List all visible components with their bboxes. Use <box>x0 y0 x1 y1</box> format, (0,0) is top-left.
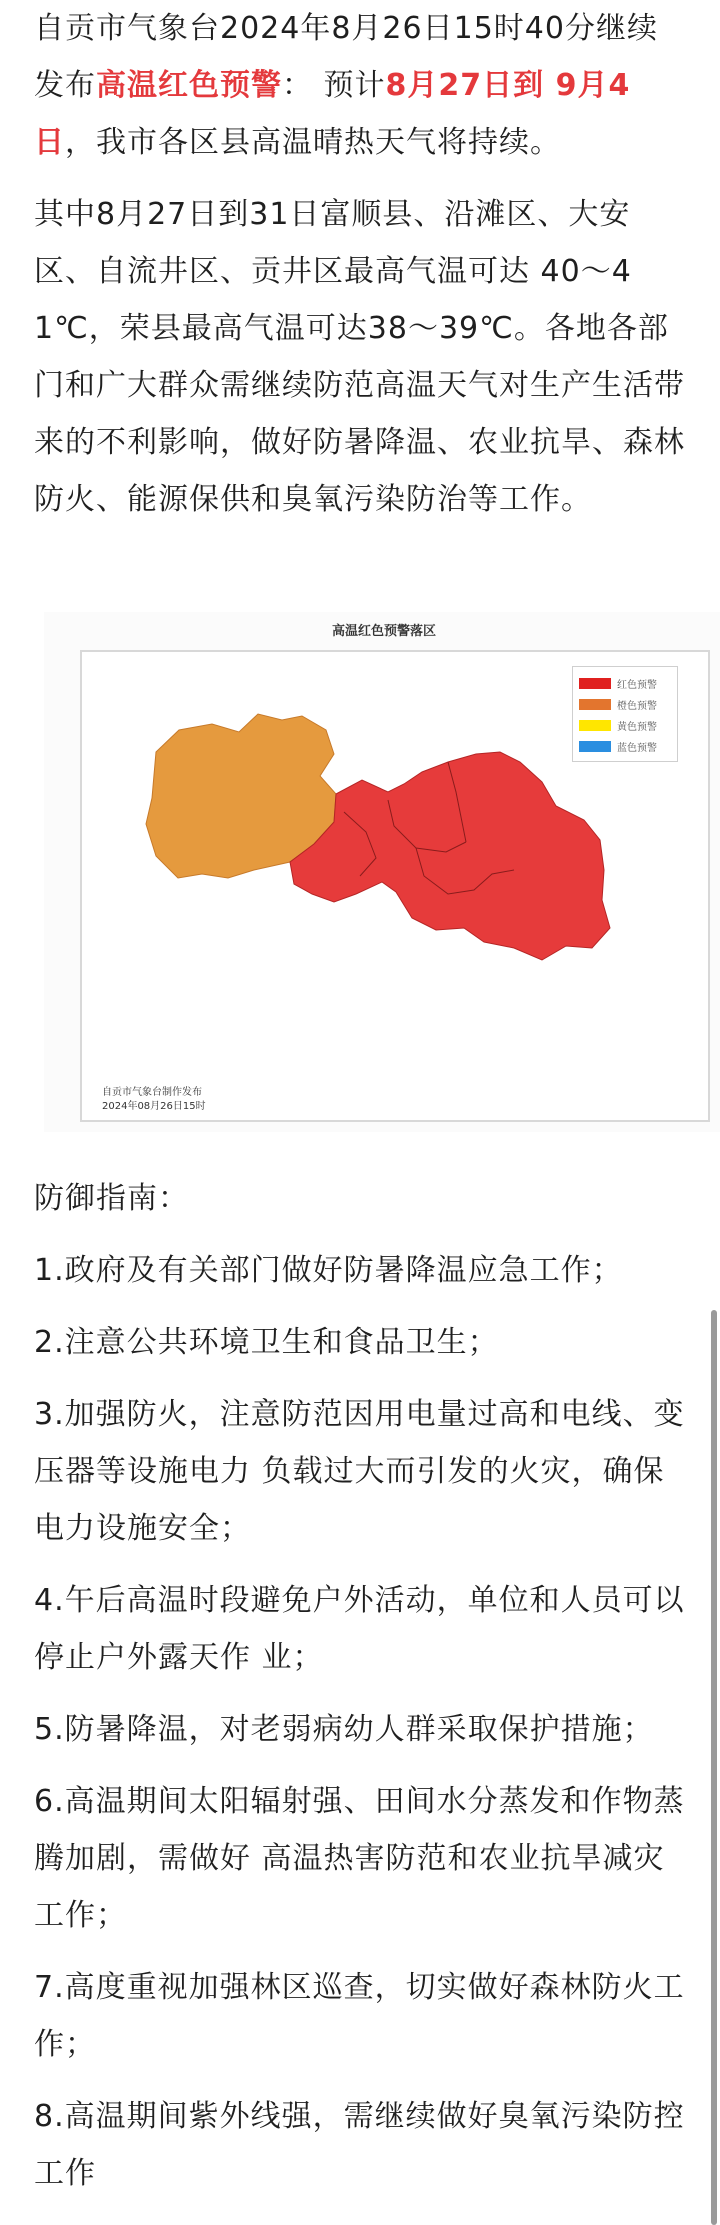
guide-item-3: 3.加强防火，注意防范因用电量过高和电线、变压器等设施电力 负载过大而引发的火灾，确保电力设施安全； <box>34 1397 685 1546</box>
guide-item-1: 1.政府及有关部门做好防暑降温应急工作； <box>34 1253 623 1288</box>
warning-map-image <box>44 612 720 1132</box>
legend-swatch-red <box>579 678 611 689</box>
guide-item-2: 2.注意公共环境卫生和食品卫生； <box>34 1325 499 1360</box>
guide-heading: 防御指南： <box>34 1181 189 1216</box>
intro-text-1: 自贡市气象台2024年8月26日15时40分继续发布 <box>34 11 658 103</box>
legend-item-yellow <box>579 715 671 736</box>
legend-label-blue: 蓝色预警 <box>617 743 657 754</box>
scrollbar-thumb[interactable] <box>711 1310 717 2225</box>
legend-item-blue <box>579 736 671 757</box>
warning-dates: 8月27日到 9月4日 <box>34 68 631 160</box>
map-credit-time: 2024年08月26日15时 <box>102 1101 206 1112</box>
legend-item-red <box>579 673 671 694</box>
map-legend <box>572 666 678 762</box>
red-warning-zone <box>290 752 610 960</box>
legend-label-orange: 橙色预警 <box>617 701 657 712</box>
guide-item-4: 4.午后高温时段避免户外活动，单位和人员可以停止户外露天作 业； <box>34 1583 685 1675</box>
map-credit <box>102 1086 206 1114</box>
warning-level: 高温红色预警 <box>96 68 282 103</box>
guide-item-7: 7.高度重视加强林区巡查，切实做好森林防火工作； <box>34 1970 685 2062</box>
legend-swatch-yellow <box>579 720 611 731</box>
guide-item-5: 5.防暑降温，对老弱病幼人群采取保护措施； <box>34 1712 654 1747</box>
map-credit-issuer: 自贡市气象台制作发布 <box>102 1087 202 1098</box>
legend-label-red: 红色预警 <box>617 680 657 691</box>
detail-paragraph: 其中8月27日到31日富顺县、沿滩区、大安区、自流井区、贡井区最高气温可达 40～41℃，荣县最高气温可达38～39℃。各地各部门和广大群众需继续防范高温天气对生产生活带来的不利影响，做好防暑降温、农业抗旱、森林防火、能源保供和臭氧污染防治等工作。 <box>34 197 685 517</box>
intro-paragraph <box>34 0 688 171</box>
legend-label-yellow: 黄色预警 <box>617 722 657 733</box>
guide-item-8: 8.高温期间紫外线强，需继续做好臭氧污染防控工作 <box>34 2099 685 2191</box>
guide-item-6: 6.高温期间太阳辐射强、田间水分蒸发和作物蒸腾加剧，需做好 高温热害防范和农业抗旱减灾工作； <box>34 1784 685 1933</box>
map-title: 高温红色预警落区 <box>331 624 436 639</box>
legend-swatch-blue <box>579 741 611 752</box>
intro-text-3: ，我市各区县高温晴热天气将持续。 <box>65 125 561 160</box>
legend-swatch-orange <box>579 699 611 710</box>
intro-text-2: ： 预计 <box>282 68 386 103</box>
legend-item-orange <box>579 694 671 715</box>
